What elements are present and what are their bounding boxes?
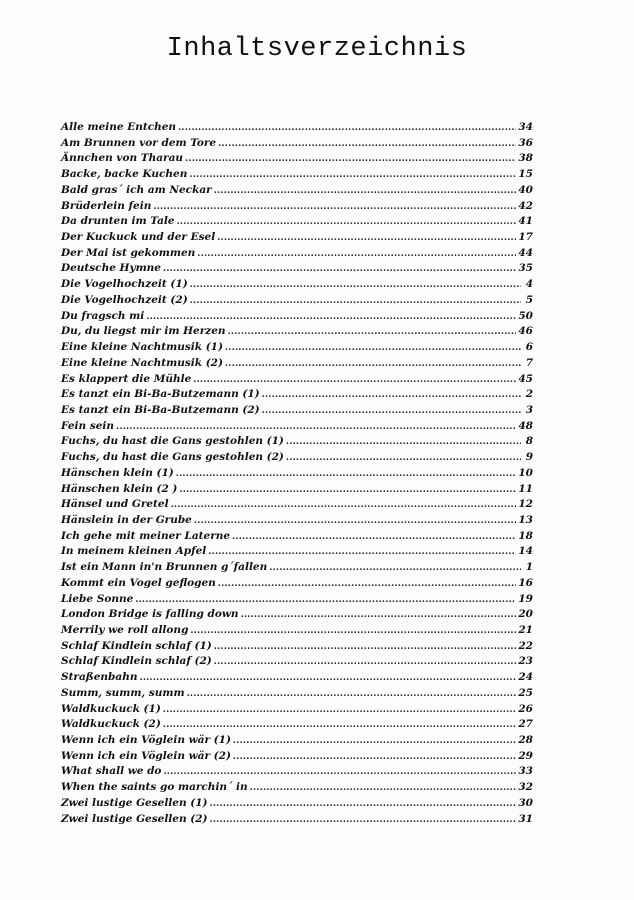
toc-entry-title: Fuchs, du hast die Gans gestohlen (1) <box>61 435 284 448</box>
toc-entry-page: 1 <box>525 561 533 574</box>
toc-entry-page: 19 <box>518 592 533 605</box>
toc-entry <box>61 561 533 577</box>
toc-entry-page: 11 <box>518 482 533 495</box>
toc-entry-title: Merrily we roll allong <box>61 624 189 636</box>
page-title: Inhaltsverzeichnis <box>166 34 468 64</box>
toc-entry-page: 5 <box>525 293 533 306</box>
dot-leader <box>178 123 516 133</box>
toc-entry <box>61 435 533 451</box>
toc-entry-title: Wenn ich ein Vöglein wär (1) <box>61 734 231 747</box>
toc-entry-page: 36 <box>518 136 533 149</box>
toc-entry-page: 13 <box>518 513 533 526</box>
toc-entry <box>61 530 533 546</box>
dot-leader <box>214 186 517 196</box>
toc-entry-page: 50 <box>518 309 533 322</box>
dot-leader <box>250 783 517 793</box>
toc-entry <box>61 703 533 719</box>
dot-leader <box>163 264 516 274</box>
toc-entry-title: Waldkuckuck (1) <box>61 702 161 715</box>
dot-leader <box>232 532 516 542</box>
dot-leader <box>193 375 516 385</box>
toc-entry-title: Es klappert die Mühle <box>61 372 192 385</box>
toc-entry-page: 15 <box>518 168 533 181</box>
toc-entry-page: 2 <box>525 388 533 401</box>
toc-entry <box>61 310 533 326</box>
toc-entry-page: 46 <box>518 325 533 338</box>
toc-entry-title: Ich gehe mit meiner Laterne <box>61 529 231 542</box>
toc-entry <box>61 797 533 813</box>
table-of-contents <box>61 121 533 828</box>
dot-leader <box>214 657 517 667</box>
dot-leader <box>225 359 521 369</box>
dot-leader <box>217 233 516 243</box>
toc-entry-title: Kommt ein Vogel geflogen <box>61 576 216 589</box>
toc-entry <box>61 813 533 829</box>
toc-entry-page: 42 <box>518 199 533 212</box>
dot-leader <box>135 595 516 605</box>
toc-entry <box>61 184 533 200</box>
toc-entry <box>61 168 533 184</box>
toc-entry-page: 6 <box>525 341 533 354</box>
dot-leader <box>262 390 521 400</box>
toc-entry-page: 8 <box>525 435 533 448</box>
toc-entry-page: 22 <box>518 639 533 652</box>
toc-entry <box>61 671 533 687</box>
dot-leader <box>176 469 517 479</box>
toc-entry-title: Hänschen klein (1) <box>61 466 174 479</box>
dot-leader <box>218 139 516 149</box>
dot-leader <box>233 752 516 762</box>
dot-leader <box>208 547 516 557</box>
toc-entry <box>61 750 533 766</box>
toc-entry <box>61 325 533 341</box>
dot-leader <box>177 217 517 227</box>
toc-entry-title: Brüderlein fein <box>61 199 152 212</box>
dot-leader <box>189 170 516 180</box>
toc-entry <box>61 262 533 278</box>
toc-entry-title: Fein sein <box>61 419 115 432</box>
toc-entry-page: 25 <box>518 686 533 699</box>
toc-entry-title: Am Brunnen vor dem Tore <box>61 136 217 149</box>
toc-entry-page: 21 <box>518 624 533 636</box>
toc-entry <box>61 341 533 357</box>
dot-leader <box>218 579 517 589</box>
toc-entry-page: 26 <box>518 702 533 715</box>
dot-leader <box>179 485 516 495</box>
toc-entry-title: Es tanzt ein Bi-Ba-Butzemann (1) <box>61 388 260 401</box>
toc-entry <box>61 624 533 640</box>
toc-entry <box>61 640 533 656</box>
toc-entry-title: Schlaf Kindlein schlaf (1) <box>61 639 212 652</box>
toc-entry <box>61 278 533 294</box>
dot-leader <box>269 563 521 573</box>
toc-entry-page: 28 <box>518 734 533 747</box>
dot-leader <box>190 280 521 290</box>
toc-entry <box>61 373 533 389</box>
toc-entry <box>61 608 533 624</box>
toc-entry-page: 24 <box>518 671 533 684</box>
toc-entry-page: 16 <box>518 576 533 589</box>
toc-entry-page: 33 <box>518 765 533 778</box>
toc-entry-page: 41 <box>518 215 533 228</box>
toc-entry-title: Die Vogelhochzeit (2) <box>61 293 188 306</box>
dot-leader <box>153 202 516 212</box>
toc-entry-title: Deutsche Hymne <box>61 262 161 275</box>
toc-entry-title: Hänsel und Gretel <box>61 498 169 511</box>
toc-entry-title: Backe, backe Kuchen <box>61 168 188 181</box>
toc-entry-page: 30 <box>518 796 533 809</box>
toc-entry-page: 20 <box>518 608 533 621</box>
dot-leader <box>286 437 521 447</box>
toc-entry-page: 27 <box>518 718 533 731</box>
toc-entry-page: 40 <box>518 183 533 196</box>
dot-leader <box>171 500 517 510</box>
toc-entry-page: 12 <box>518 498 533 511</box>
toc-entry-title: Es tanzt ein Bi-Ba-Butzemann (2) <box>61 403 260 416</box>
dot-leader <box>116 422 516 432</box>
toc-entry <box>61 451 533 467</box>
toc-entry-page: 45 <box>518 372 533 385</box>
toc-entry-title: Du, du liegst mir im Herzen <box>61 325 226 338</box>
toc-entry <box>61 357 533 373</box>
toc-entry <box>61 765 533 781</box>
dot-leader <box>210 799 517 809</box>
toc-entry-page: 7 <box>525 356 533 369</box>
toc-entry <box>61 420 533 436</box>
toc-entry <box>61 718 533 734</box>
toc-entry-title: Bald gras´ ich am Neckar <box>61 183 212 196</box>
dot-leader <box>190 296 521 306</box>
toc-entry <box>61 498 533 514</box>
toc-entry-title: Du fragsch mi <box>61 309 145 322</box>
toc-entry-title: Der Kuckuck und der Esel <box>61 231 216 244</box>
toc-entry <box>61 294 533 310</box>
toc-entry <box>61 467 533 483</box>
toc-entry <box>61 687 533 703</box>
dot-leader <box>262 406 521 416</box>
toc-entry-title: Zwei lustige Gesellen (1) <box>61 796 208 809</box>
dot-leader <box>194 516 517 526</box>
toc-entry-title: Wenn ich ein Vöglein wär (2) <box>61 749 231 762</box>
toc-entry-title: What shall we do <box>61 765 162 778</box>
toc-entry-title: Fuchs, du hast die Gans gestohlen (2) <box>61 451 284 464</box>
toc-entry <box>61 514 533 530</box>
toc-entry-page: 48 <box>518 419 533 432</box>
toc-entry-title: Straßenbahn <box>61 671 138 684</box>
toc-entry-page: 9 <box>525 451 533 464</box>
toc-entry-title: Hänschen klein (2 ) <box>61 482 178 495</box>
toc-entry-page: 4 <box>525 278 533 291</box>
toc-entry-title: Da drunten im Tale <box>61 215 175 228</box>
toc-entry <box>61 545 533 561</box>
toc-entry-title: Alle meine Entchen <box>61 121 177 133</box>
dot-leader <box>233 736 516 746</box>
toc-entry-page: 23 <box>518 655 533 668</box>
dot-leader <box>241 610 517 620</box>
toc-entry-page: 29 <box>518 749 533 762</box>
toc-entry-title: Zwei lustige Gesellen (2) <box>61 812 208 825</box>
toc-entry-title: Liebe Sonne <box>61 592 134 605</box>
toc-entry-title: Eine kleine Nachtmusik (1) <box>61 341 223 354</box>
toc-entry-title: Eine kleine Nachtmusik (2) <box>61 356 223 369</box>
toc-entry-title: London Bridge is falling down <box>61 608 239 621</box>
toc-entry <box>61 152 533 168</box>
toc-entry-title: Summ, summ, summ <box>61 686 185 699</box>
toc-entry-page: 34 <box>518 121 533 133</box>
toc-entry-page: 32 <box>518 781 533 794</box>
toc-entry <box>61 593 533 609</box>
toc-entry <box>61 781 533 797</box>
dot-leader <box>163 767 516 777</box>
toc-entry <box>61 247 533 263</box>
toc-entry-page: 35 <box>518 262 533 275</box>
toc-entry-page: 18 <box>518 529 533 542</box>
dot-leader <box>146 312 516 322</box>
toc-entry <box>61 200 533 216</box>
toc-entry-page: 10 <box>518 466 533 479</box>
toc-entry-page: 44 <box>518 246 533 259</box>
toc-entry-page: 3 <box>525 403 533 416</box>
toc-entry-title: Hänslein in der Grube <box>61 513 192 526</box>
toc-entry-page: 14 <box>518 545 533 558</box>
dot-leader <box>225 343 521 353</box>
toc-entry-page: 38 <box>518 152 533 165</box>
toc-entry-title: Waldkuckuck (2) <box>61 718 161 731</box>
toc-entry <box>61 137 533 153</box>
toc-entry-title: In meinem kleinen Apfel <box>61 545 207 558</box>
toc-entry <box>61 577 533 593</box>
toc-entry-title: Die Vogelhochzeit (1) <box>61 278 188 291</box>
toc-entry-title: When the saints go marchin´ in <box>61 781 248 794</box>
dot-leader <box>187 689 517 699</box>
toc-entry <box>61 215 533 231</box>
dot-leader <box>185 154 516 164</box>
toc-entry <box>61 655 533 671</box>
dot-leader <box>286 453 521 463</box>
dot-leader <box>163 705 517 715</box>
toc-entry <box>61 231 533 247</box>
dot-leader <box>139 673 516 683</box>
dot-leader <box>163 720 517 730</box>
toc-entry-title: Ist ein Mann in'n Brunnen g´fallen <box>61 561 268 574</box>
toc-entry <box>61 121 533 137</box>
dot-leader <box>228 327 517 337</box>
toc-entry <box>61 404 533 420</box>
dot-leader <box>214 642 517 652</box>
toc-entry-title: Der Mai ist gekommen <box>61 246 196 259</box>
toc-entry-page: 31 <box>518 812 533 825</box>
toc-entry <box>61 734 533 750</box>
toc-entry <box>61 483 533 499</box>
toc-entry-title: Schlaf Kindlein schlaf (2) <box>61 655 212 668</box>
toc-entry <box>61 388 533 404</box>
toc-entry-title: Ännchen von Tharau <box>61 152 184 165</box>
dot-leader <box>197 249 516 259</box>
dot-leader <box>190 626 516 636</box>
dot-leader <box>210 815 517 825</box>
toc-entry-page: 17 <box>518 231 533 244</box>
